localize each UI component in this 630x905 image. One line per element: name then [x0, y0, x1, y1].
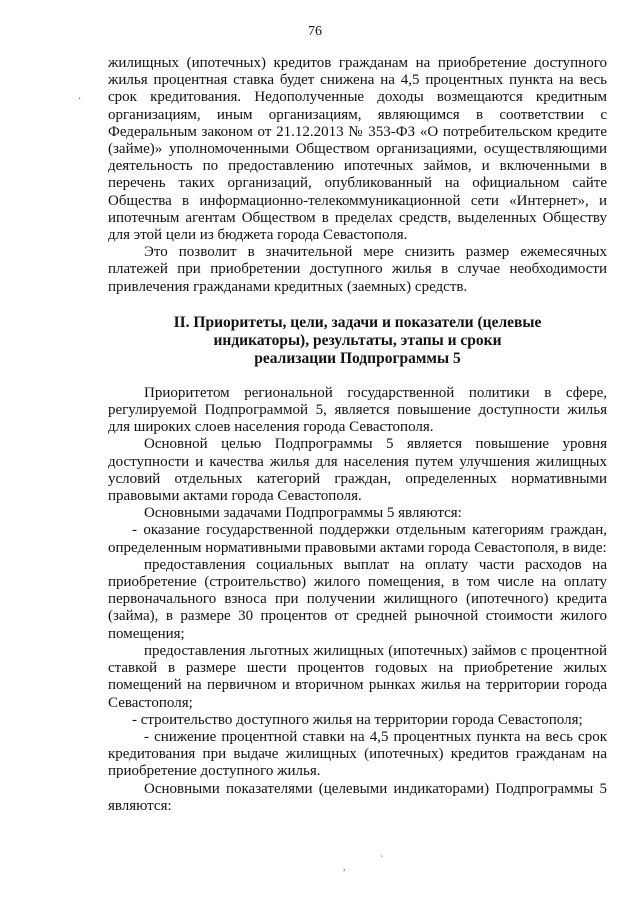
- scan-speck: ,: [343, 862, 346, 873]
- paragraph-mortgage-credit: жилищных (ипотечных) кредитов гражданам на приобретение доступного жилья процентная ставка будет снижена на 4,5 процентных пункта на весь срок кредитования. Недополученные доходы возмещаются кредитным организациям, иным организациям, являющимся в соответствии с Федеральным законом от 21.12.2013 № 353-ФЗ «О потребительском кредите (займе)» уполномоченными Обществом организациями, осуществляющими деятельность по предоставлению ипотечных займов, и включенными в перечень таких организаций, опубликованный на официальном сайте Общества в информационно-телекоммуникационной сети «Интернет», и ипотечным агентам Обществом в пределах средств, выделенных Обществу для этой цели из бюджета города Севастополя.: [108, 55, 607, 244]
- list-item-preferential-loans: предоставления льготных жилищных (ипотечных) займов с процентной ставкой в размере шести процентов годовых на приобретение жилых помещений на первичном и вторичном рынках жилья на территории города Севастополя;: [108, 642, 607, 711]
- list-item-construction: - строительство доступного жилья на территории города Севастополя;: [132, 711, 583, 728]
- paragraph-indicators-intro: Основными показателями (целевыми индикаторами) Подпрограммы 5 являются:: [108, 780, 607, 814]
- paragraph-tasks-intro: Основными задачами Подпрограммы 5 являются:: [144, 505, 462, 522]
- scan-speck: ·: [78, 94, 82, 105]
- section-heading-line-1: II. Приоритеты, цели, задачи и показатели (целевые: [173, 313, 542, 331]
- section-heading-line-3: реализации Подпрограммы 5: [254, 349, 461, 367]
- page-number: 76: [308, 24, 322, 39]
- list-item-social-payments: предоставления социальных выплат на оплату части расходов на приобретение (строительство) жилого помещения, в том числе на оплату первоначального взноса при получении жилищного (ипотечного) кредита (займа), в размере 30 процентов от средней рыночной стоимости жилого помещения;: [108, 556, 607, 642]
- list-item-rate-reduction: - снижение процентной ставки на 4,5 процентных пункта на весь срок кредитования при выдаче жилищных (ипотечных) кредитов гражданам на приобретение доступного жилья.: [108, 728, 607, 780]
- paragraph-monthly-payments: Это позволит в значительной мере снизить размер ежемесячных платежей при приобретении доступного жилья в случае необходимости привлечения гражданами кредитных (заемных) средств.: [108, 244, 607, 295]
- section-heading-line-2: индикаторы), результаты, этапы и сроки: [213, 331, 502, 349]
- document-body: [108, 55, 607, 815]
- paragraph-priority: Приоритетом региональной государственной политики в сфере, регулируемой Подпрограммой 5, является повышение доступности жилья для широких слоев населения города Севастополя.: [108, 384, 607, 436]
- paragraph-main-goal: Основной целью Подпрограммы 5 является повышение уровня доступности и качества жилья для населения путем улучшения жилищных условий отдельных категорий граждан, определенных нормативными правовыми актами города Севастополя.: [108, 436, 607, 505]
- list-item-state-support: - оказание государственной поддержки отдельным категориям граждан, определенным нормативными правовыми актами города Севастополя, в виде:: [108, 522, 607, 556]
- section-heading: [108, 314, 607, 368]
- scan-speck: `: [380, 855, 384, 866]
